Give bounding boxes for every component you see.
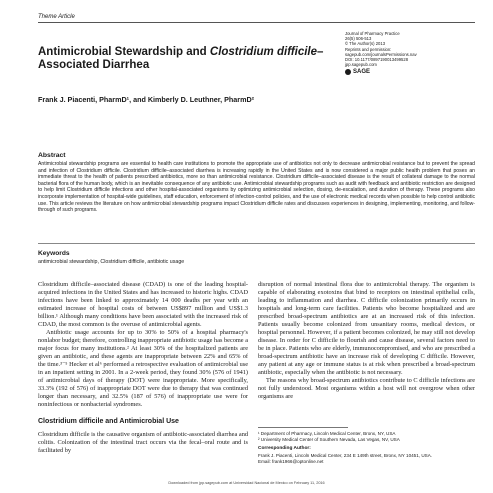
abstract-heading: Abstract [38,152,66,159]
abstract-text: Antimicrobial stewardship programs are essential to health care institutions to promote the appropriate use of antibiotics not only to decrease antimicrobial resistance but to prevent the spread and infection of Clostridium difficile. Clostridium difficile–associated diarrhea is increasing rapidly in the United States and is now considered a major public health problem that poses an immediate threat to the health of patients prescribed antibiotics, more so than antimicrobial resistance. Clostridium difficile–associated disease is the result of collateral damage to the normal bacterial flora of the human body, which is an inevitable consequence of any antibiotic use. Antimicrobial stewardship programs such as audit with feedback and antibiotic restriction are designed to help limit Clostridium difficile infections and other hospital-associated organisms by optimizing antimicrobial selection, dosing, de-escalation, and duration of therapy. These programs also incorporate implementation of hospital-wide guidelines, staff education, enforcement of infection-control policies, and the use of electronic medical records when possible to help control antibiotic use. This article reviews the literature on how antimicrobial stewardship programs impact Clostridium difficile rates and discusses experiences in designing, implementing, monitoring, and follow-through of such programs. [38,161,475,214]
title-italic: Clostridium difficile [209,46,318,58]
corresponding-author-details [258,453,475,465]
authors: Frank J. Piacenti, PharmD¹, and Kimberly D. Leuthner, PharmD² [38,95,255,104]
title-part2: –Associated Diarrhea [38,46,324,71]
paragraph: Clostridium difficile–associated disease (CDAD) is one of the leading hospital-acquired infections in the United States and has increased to historic highs. CDAD infections have been linked to approximately 14 000 deaths per year with an estimated increase of hospital costs of between US$897 million and US$1.3 billion.¹ Although many conditions have been associated with the increased risk of CDAD, the most common is the overuse of antimicrobial agents. [38,281,248,328]
footnote-affiliation-2: ² University Medical Center of Southern Nevada, Las Vegas, NV, USA [258,437,400,442]
download-note: Downloaded from jpp.sagepub.com at Universidad Nacional de Mexico on February 11, 2016 [168,481,325,485]
sage-logo-icon [345,69,351,75]
journal-copyright: © The Author(s) 2013 [345,41,386,47]
corresponding-author-heading: Corresponding Author: [258,446,311,451]
journal-reprints: Reprints and permission: [345,46,392,52]
footnote-rule [258,427,348,428]
header-rule [38,22,475,23]
journal-volume: 26(5) 506-513 [345,36,372,42]
journal-doi[interactable]: DOI: 10.1177/0897190013499528 [345,57,409,63]
body-column-left [38,281,248,409]
journal-info [345,31,473,75]
journal-name: Journal of Pharmacy Practice [345,31,400,36]
paragraph: The reasons why broad-spectrum antibiotics contribute to C difficile infections are not fully understood. Most organisms within a host will not overgrow when other organisms are [258,377,475,400]
article-title [38,46,343,72]
corresponding-address: Frank J. Piacenti, Lincoln Medical Center, 234 E 149th street, Bronx, NY 10451, USA. [258,453,433,458]
journal-url[interactable]: jpp.sagepub.com [345,62,377,68]
keywords-text: antimicrobial stewardship, Clostridium difficile, antibiotic usage [38,259,185,265]
publisher-logo [345,69,473,75]
section-heading: Clostridium difficile and Antimicrobial Use [38,418,179,425]
paragraph: Clostridium difficile is the causative organism of antibiotic-associated diarrhea and colitis. Colonization of the intestinal tract occurs via the fecal–oral route and is facilitated by [38,431,248,454]
corresponding-email[interactable]: Email: frank1966@optonline.net [258,459,324,464]
paragraph: Antibiotic usage accounts for up to 30% to 50% of a hospital pharmacy's nonlabor budget; therefore, controlling inappropriate antibiotic usage has become a major focus for many institutions.² At least 30% of the hospitalized patients are given an antibiotic, and these agents are inappropriate between 22% and 65% of the time.³⁻⁵ Hecker et al⁶ performed a retrospective evaluation of antimicrobial use in an inpatient setting in 2001. In a 2-week period, they found 30% (576 of 1941) of antimicrobial days of therapy (DOT) were inappropriate. More specifically, 33.3% (192 of 576) of inappropriate DOT were due to therapy that was continued longer than necessary, and 32.5% (187 of 576) of inappropriate use were for noninfectious or nonbacterial syndromes. [38,329,248,408]
keywords-heading: Keywords [38,250,70,257]
journal-permissions[interactable]: sagepub.com/journalsPermissions.nav [345,51,417,57]
body-column-left-continued [38,431,248,455]
body-column-right [258,281,475,401]
section-rule [38,243,475,244]
publisher-name: SAGE [353,68,371,75]
theme-label: Theme Article [38,14,75,20]
footnote-affiliation-1: ¹ Department of Pharmacy, Lincoln Medical Center, Bronx, NY, USA [258,431,396,436]
paragraph: disruption of normal intestinal flora due to antimicrobial therapy. The organism is capable of elaborating exotoxins that bind to receptors on intestinal epithelial cells, leading to inflammation and diarrhea. C difficile colonization primarily occurs in hospitals and long-term care facilities. Patients who become hospitalized and are prescribed broad-spectrum antibiotics are at an increased risk of this infection. Patients usually become colonized from unsanitary rooms, medical devices, or hospital personnel. However, if a patient becomes colonized, he may still not develop disease. In order for C difficile to flourish and cause disease, several factors need to be in place. Patients who are elderly, immunocompromised, and who are prescribed a broad-spectrum antibiotic have an increase risk of developing C difficile. However, any patient at any age or immune status is at risk when prescribed a broad-spectrum antibiotic, especially when the antibiotic is not necessary. [258,281,475,376]
title-part1: Antimicrobial Stewardship and [38,46,210,58]
